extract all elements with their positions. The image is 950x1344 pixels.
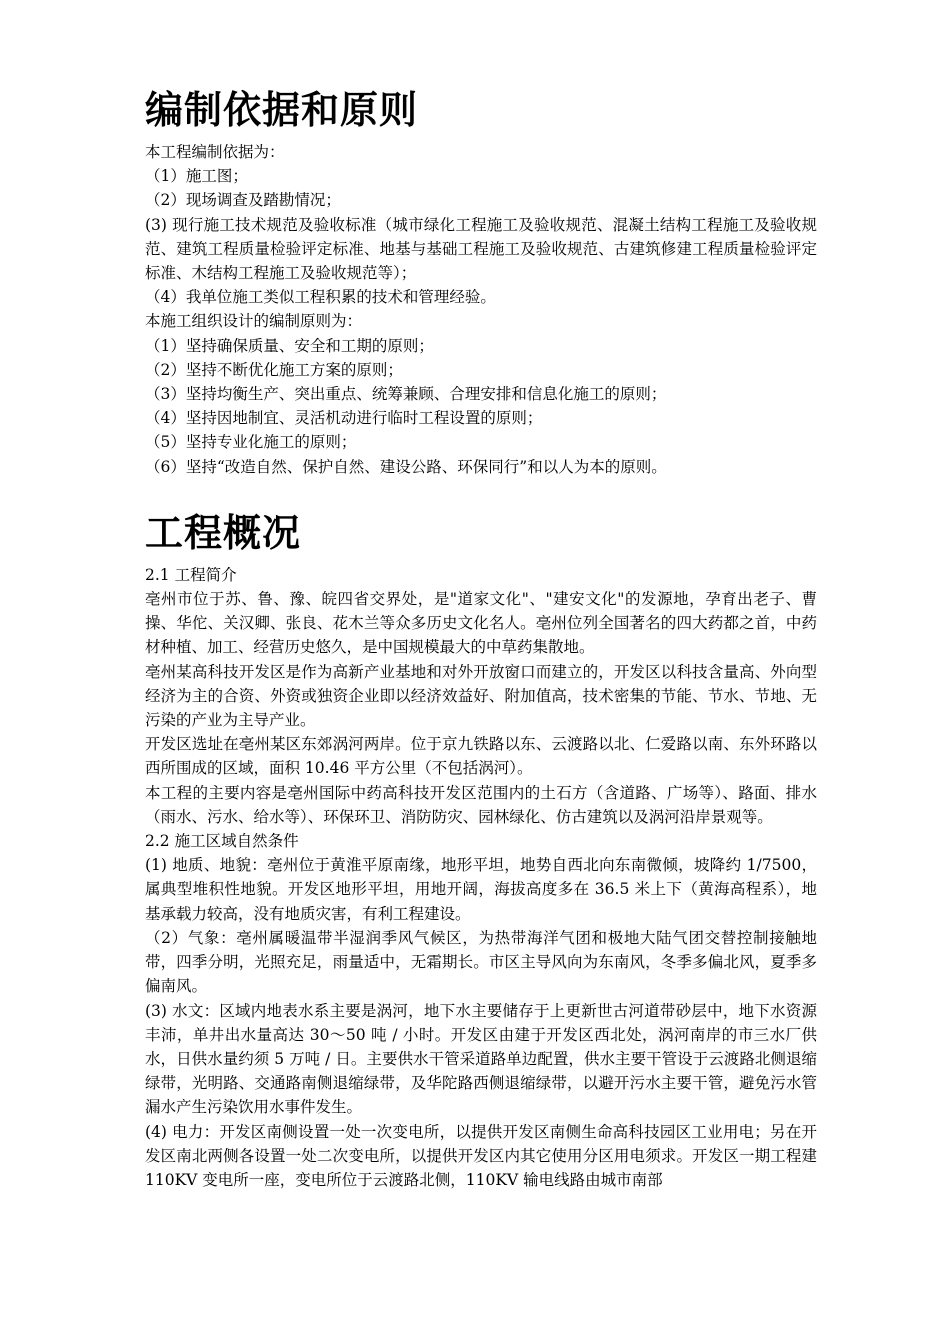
paragraph: （3）坚持均衡生产、突出重点、统筹兼顾、合理安排和信息化施工的原则； [145, 385, 667, 404]
paragraph: 开发区选址在亳州某区东郊涡河两岸。位于京九铁路以东、云渡路以北、仁爱路以南、东外环路以西所围成的区域，面积 10.46 平方公里（不包括涡河）。 [145, 735, 817, 778]
paragraph: (3) 水文：区域内地表水系主要是涡河，地下水主要储存于上更新世古河道带砂层中，地下水资源丰沛，单井出水量高达 30～50 吨 / 小时。开发区由建于开发区西北处，涡河南岸的市三水厂供水，日供水量约须 5 万吨 / 日。主要供水干管采道路单边配置，供水主要干管设于云渡路北侧退缩绿带，光明路、交通路南侧退缩绿带，及华陀路西侧退缩绿带，以避开污水主要干管，避免污水管漏水产生污染饮用水事件发生。 [145, 1001, 817, 1117]
paragraph: 本施工组织设计的编制原则为： [145, 312, 363, 331]
paragraph: （2）气象：亳州属暖温带半湿润季风气候区，为热带海洋气团和极地大陆气团交替控制接触地带，四季分明，光照充足，雨量适中，无霜期长。市区主导风向为东南风，冬季多偏北风，夏季多偏南风。 [145, 928, 817, 996]
paragraph: （2）坚持不断优化施工方案的原则； [145, 360, 403, 379]
subheading: 2.2 施工区域自然条件 [145, 832, 299, 851]
paragraph: （1）施工图； [145, 167, 248, 186]
paragraph: （4）坚持因地制宜、灵活机动进行临时工程设置的原则； [145, 409, 543, 428]
section-heading-project-overview: 工程概况 [145, 510, 302, 555]
paragraph: (3) 现行施工技术规范及验收标准（城市绿化工程施工及验收规范、混凝土结构工程施工及验收规范、建筑工程质量检验评定标准、地基与基础工程施工及验收规范、古建筑修建工程质量检验评定标准、木结构工程施工及验收规范等）； [145, 215, 817, 283]
paragraph: (1) 地质、地貌：亳州位于黄淮平原南缘，地形平坦，地势自西北向东南微倾，坡降约 1/7500，属典型堆积性地貌。开发区地形平坦，用地开阔，海拔高度多在 36.5 米上下（黄海高程系），地基承载力较高，没有地质灾害，有利工程建设。 [145, 856, 817, 923]
paragraph: 亳州某高科技开发区是作为高新产业基地和对外开放窗口而建立的，开发区以科技含量高、外向型经济为主的合资、外资或独资企业即以经济效益好、附加值高，技术密集的节能、节水、节地、无污染的产业为主导产业。 [145, 662, 817, 730]
subheading: 2.1 工程简介 [145, 565, 237, 584]
paragraph: （5）坚持专业化施工的原则； [145, 433, 357, 452]
paragraph: (4) 电力：开发区南侧设置一处一次变电所，以提供开发区南侧生命高科技园区工业用电；另在开发区南北两侧各设置一处二次变电所，以提供开发区内其它使用分区用电须求。开发区一期工程建 110KV 变电所一座，变电所位于云渡路北侧，110KV 输电线路由城市南部 [145, 1122, 817, 1189]
document-body [145, 84, 817, 1192]
paragraph: 本工程编制依据为： [145, 143, 285, 161]
paragraph: 本工程的主要内容是亳州国际中药高科技开发区范围内的土石方（含道路、广场等）、路面、排水（雨水、污水、给水等）、环保环卫、消防防灾、园林绿化、仿古建筑以及涡河沿岸景观等。 [145, 783, 817, 826]
paragraph: （6）坚持“改造自然、保护自然、建设公路、环保同行”和以人为本的原则。 [145, 457, 667, 476]
paragraph: 亳州市位于苏、鲁、豫、皖四省交界处，是"道家文化"、"建安文化"的发源地，孕育出老子、曹操、华佗、关汉卿、张良、花木兰等众多历史文化名人。亳州位列全国著名的四大药都之首，中药材种植、加工、经营历史悠久，是中国规模最大的中草药集散地。 [145, 590, 817, 657]
paragraph: （2）现场调查及踏勘情况； [145, 191, 341, 210]
section-heading-basis-principles: 编制依据和原则 [145, 88, 419, 132]
paragraph: （1）坚持确保质量、安全和工期的原则； [145, 336, 434, 355]
paragraph: （4）我单位施工类似工程积累的技术和管理经验。 [145, 288, 496, 307]
